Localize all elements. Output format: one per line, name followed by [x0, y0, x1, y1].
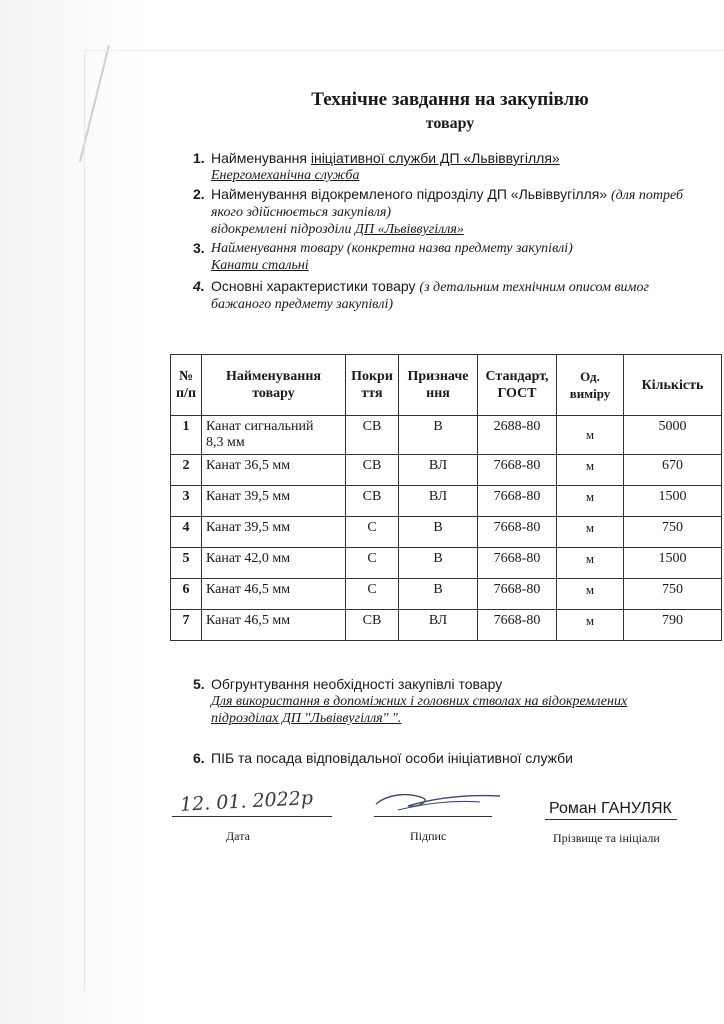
- item-3: [193, 240, 724, 274]
- cell-quantity: 750: [624, 517, 722, 548]
- table-row: [171, 455, 722, 486]
- item-1-label: Найменування: [211, 150, 311, 166]
- cell-name: Канат 36,5 мм: [202, 455, 346, 486]
- cell-standard: 7668-80: [478, 486, 557, 517]
- table-row: [171, 610, 722, 641]
- title-line-2: товару: [425, 115, 475, 132]
- item-1-number: 1.: [193, 150, 205, 166]
- item-1: [193, 150, 724, 184]
- cell-quantity: 1500: [624, 486, 722, 517]
- cell-standard: 2688-80: [478, 416, 557, 455]
- cell-standard: 7668-80: [478, 548, 557, 579]
- cell-purpose: ВЛ: [399, 486, 478, 517]
- header-unit: Од. виміру: [557, 355, 624, 416]
- cell-purpose: В: [399, 548, 478, 579]
- cell-purpose: В: [399, 517, 478, 548]
- item-4-number: 4.: [193, 278, 205, 294]
- header-standard: Стандарт, ГОСТ: [478, 355, 557, 416]
- cell-purpose: В: [399, 579, 478, 610]
- cell-coating: С: [346, 517, 399, 548]
- cell-unit: м: [557, 455, 624, 486]
- cell-unit: м: [557, 579, 624, 610]
- cell-coating: СВ: [346, 455, 399, 486]
- item-5-value: Для використання в допоміжних і головних стволах на відокремлених: [211, 694, 628, 709]
- cell-number: 1: [171, 416, 202, 455]
- responsible-person-name: Роман ГАНУЛЯК: [549, 800, 672, 817]
- cell-quantity: 790: [624, 610, 722, 641]
- cell-name: Канат 42,0 мм: [202, 548, 346, 579]
- date-line: [172, 816, 332, 817]
- specification-table: [170, 354, 722, 641]
- cell-coating: С: [346, 548, 399, 579]
- name-label: Прізвище та ініціали: [553, 831, 660, 845]
- cell-unit: м: [557, 548, 624, 579]
- item-6-number: 6.: [193, 750, 205, 766]
- signature-label: Підпис: [410, 829, 447, 843]
- cell-coating: СВ: [346, 486, 399, 517]
- item-1-service-name: ініціативної служби ДП «Львіввугілля»: [310, 150, 560, 166]
- cell-quantity: 670: [624, 455, 722, 486]
- cell-purpose: ВЛ: [399, 455, 478, 486]
- item-5-value-cont: підрозділах ДП "Львіввугілля" ".: [211, 711, 402, 726]
- item-5-label: Обгрунтування необхідності закупівлі товару: [211, 676, 503, 692]
- header-coating: Покри ття: [346, 355, 399, 416]
- table-row: [171, 548, 722, 579]
- table-row: [171, 579, 722, 610]
- item-4-note: (з детальним технічним описом вимог: [419, 280, 649, 295]
- item-1-value: Енергомеханічна служба: [211, 168, 360, 183]
- item-4-note-cont: бажаного предмету закупівлі): [211, 297, 394, 312]
- cell-number: 6: [171, 579, 202, 610]
- cell-number: 3: [171, 486, 202, 517]
- cell-quantity: 5000: [624, 416, 722, 455]
- cell-number: 7: [171, 610, 202, 641]
- item-6: [193, 750, 724, 767]
- cell-name: Канат 46,5 мм: [202, 610, 346, 641]
- header-quantity: Кількість: [624, 355, 722, 416]
- item-2-value: відокремлені підрозділи: [211, 222, 356, 237]
- item-2-note: (для потреб: [611, 188, 684, 203]
- item-4: [193, 278, 724, 313]
- table-row: [171, 517, 722, 548]
- table-header-row: [171, 355, 722, 416]
- cell-purpose: В: [399, 416, 478, 455]
- header-number: № п/п: [171, 355, 202, 416]
- cell-number: 4: [171, 517, 202, 548]
- cell-name: Канат 39,5 мм: [202, 486, 346, 517]
- cell-number: 5: [171, 548, 202, 579]
- cell-standard: 7668-80: [478, 610, 557, 641]
- document-title: [250, 88, 650, 136]
- cell-standard: 7668-80: [478, 579, 557, 610]
- cell-name: Канат 39,5 мм: [202, 517, 346, 548]
- item-5-number: 5.: [193, 676, 205, 692]
- cell-coating: СВ: [346, 610, 399, 641]
- title-line-1: Технічне завдання на закупівлю: [311, 89, 589, 110]
- cell-unit: м: [557, 517, 624, 548]
- item-2-value-underlined: ДП «Львіввугілля»: [355, 222, 464, 237]
- cell-standard: 7668-80: [478, 455, 557, 486]
- item-5: [193, 676, 724, 727]
- table-row: [171, 416, 722, 455]
- item-2: [193, 186, 724, 238]
- table-row: [171, 486, 722, 517]
- cell-number: 2: [171, 455, 202, 486]
- cell-name: Канат 46,5 мм: [202, 579, 346, 610]
- cell-unit: м: [557, 610, 624, 641]
- cell-quantity: 750: [624, 579, 722, 610]
- item-2-number: 2.: [193, 186, 205, 202]
- cell-purpose: ВЛ: [399, 610, 478, 641]
- signature-line: [374, 816, 492, 817]
- cell-quantity: 1500: [624, 548, 722, 579]
- item-3-number: 3.: [193, 240, 205, 256]
- cell-unit: м: [557, 486, 624, 517]
- header-purpose: Призначе ння: [399, 355, 478, 416]
- cell-standard: 7668-80: [478, 517, 557, 548]
- cell-coating: СВ: [346, 416, 399, 455]
- cell-coating: С: [346, 579, 399, 610]
- item-3-label: Найменування товару (конкретна назва предмету закупівлі): [211, 241, 573, 256]
- item-2-note-cont: якого здійснюється закупівля): [211, 205, 392, 220]
- item-2-label: Найменування відокремленого підрозділу ДП «Львіввугілля»: [211, 186, 608, 202]
- name-line: [545, 819, 677, 820]
- item-4-label: Основні характеристики товару: [211, 278, 416, 294]
- handwritten-date: 12. 01. 2022р: [179, 786, 314, 816]
- signature-scribble: [368, 786, 508, 820]
- date-label: Дата: [226, 829, 250, 843]
- item-3-value: Канати стальні: [211, 258, 309, 273]
- header-name: Найменування товару: [202, 355, 346, 416]
- item-6-label: ПІБ та посада відповідальної особи ініціативної служби: [211, 750, 573, 766]
- cell-unit: м: [557, 416, 624, 455]
- cell-name: Канат сигнальний 8,3 мм: [202, 416, 346, 455]
